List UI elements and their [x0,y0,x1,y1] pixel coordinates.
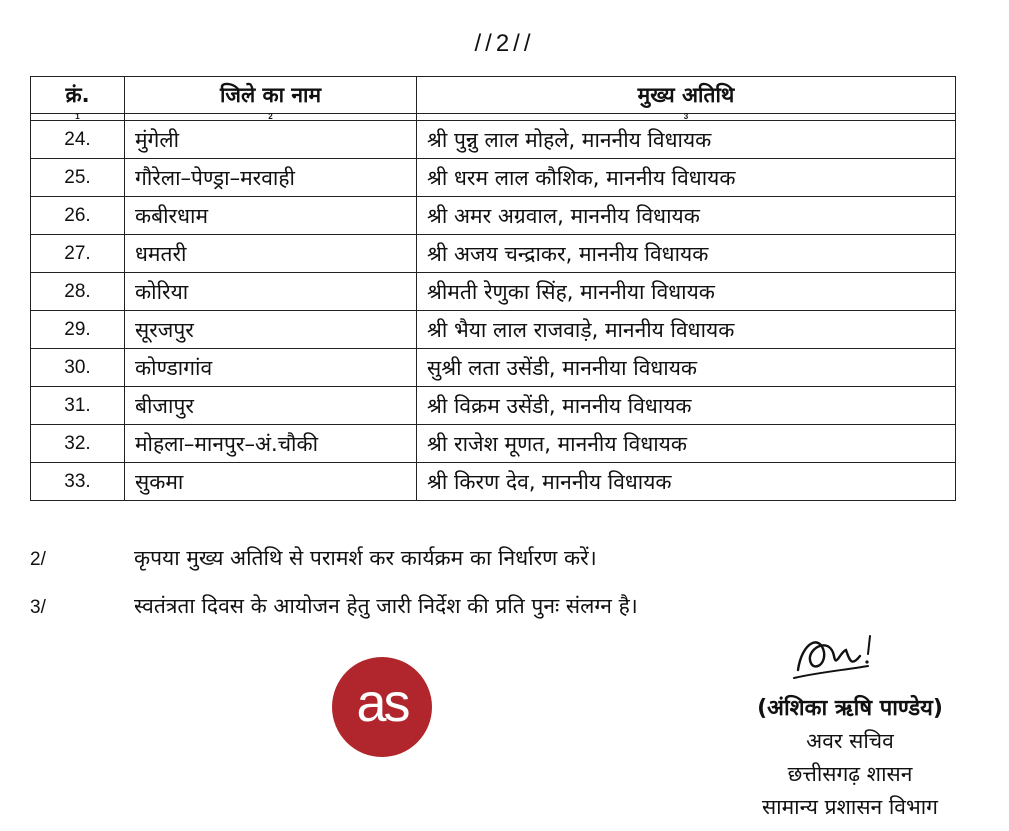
page-number: //2// [474,30,535,57]
district-name: बीजापुर [125,387,417,425]
chief-guest: श्री अमर अग्रवाल, माननीय विधायक [417,197,956,235]
note-item [30,544,597,572]
watermark-logo: as [332,657,432,757]
header-serial: क्रं. [31,77,125,114]
serial-number: 27. [31,235,125,273]
chief-guest: श्री अजय चन्द्राकर, माननीय विधायक [417,235,956,273]
column-index: 1 [31,114,125,121]
table-row [31,121,956,159]
column-index-row [31,114,956,121]
table-row [31,425,956,463]
chief-guest: श्री भैया लाल राजवाड़े, माननीय विधायक [417,311,956,349]
district-name: सूरजपुर [125,311,417,349]
table-row [31,387,956,425]
signatory-government: छत्तीसगढ़ शासन [787,762,913,786]
note-number: 2/ [30,549,46,570]
header-chief-guest: मुख्य अतिथि [417,77,956,114]
district-name: मुंगेली [125,121,417,159]
serial-number: 24. [31,121,125,159]
chief-guest: श्री धरम लाल कौशिक, माननीय विधायक [417,159,956,197]
serial-number: 32. [31,425,125,463]
district-name: सुकमा [125,463,417,501]
chief-guest-table [30,76,956,501]
serial-number: 31. [31,387,125,425]
table-row [31,159,956,197]
serial-number: 25. [31,159,125,197]
chief-guest: श्रीमती रेणुका सिंह, माननीया विधायक [417,273,956,311]
table-row [31,349,956,387]
chief-guest: श्री विक्रम उसेंडी, माननीय विधायक [417,387,956,425]
district-name: कबीरधाम [125,197,417,235]
chief-guest: श्री किरण देव, माननीय विधायक [417,463,956,501]
chief-guest: श्री पुन्नु लाल मोहले, माननीय विधायक [417,121,956,159]
chief-guest: श्री राजेश मूणत, माननीय विधायक [417,425,956,463]
serial-number: 30. [31,349,125,387]
note-item [30,592,638,620]
signatory-department: सामान्य प्रशासन विभाग [761,795,939,819]
serial-number: 33. [31,463,125,501]
table-row [31,197,956,235]
table-header-row [31,77,956,114]
serial-number: 26. [31,197,125,235]
note-number: 3/ [30,597,46,618]
district-name: कोण्डागांव [125,349,417,387]
district-name: कोरिया [125,273,417,311]
serial-number: 28. [31,273,125,311]
district-name: मोहला–मानपुर–अं.चौकी [125,425,417,463]
column-index: 2 [125,114,417,121]
district-name: धमतरी [125,235,417,273]
signature-block [710,692,990,821]
signatory-designation: अवर सचिव [806,729,894,753]
column-index: 3 [417,114,956,121]
signature-scribble [790,622,880,692]
chief-guest: सुश्री लता उसेंडी, माननीया विधायक [417,349,956,387]
table-row [31,463,956,501]
note-text: स्वतंत्रता दिवस के आयोजन हेतु जारी निर्देश की प्रति पुनः संलग्न है। [134,594,638,618]
table-row [31,273,956,311]
table-row [31,235,956,273]
table-row [31,311,956,349]
header-district: जिले का नाम [125,77,417,114]
signatory-name: (अंशिका ऋषि पाण्डेय) [757,696,943,721]
district-name: गौरेला–पेण्ड्रा–मरवाही [125,159,417,197]
note-text: कृपया मुख्य अतिथि से परामर्श कर कार्यक्रम का निर्धारण करें। [134,546,597,570]
serial-number: 29. [31,311,125,349]
